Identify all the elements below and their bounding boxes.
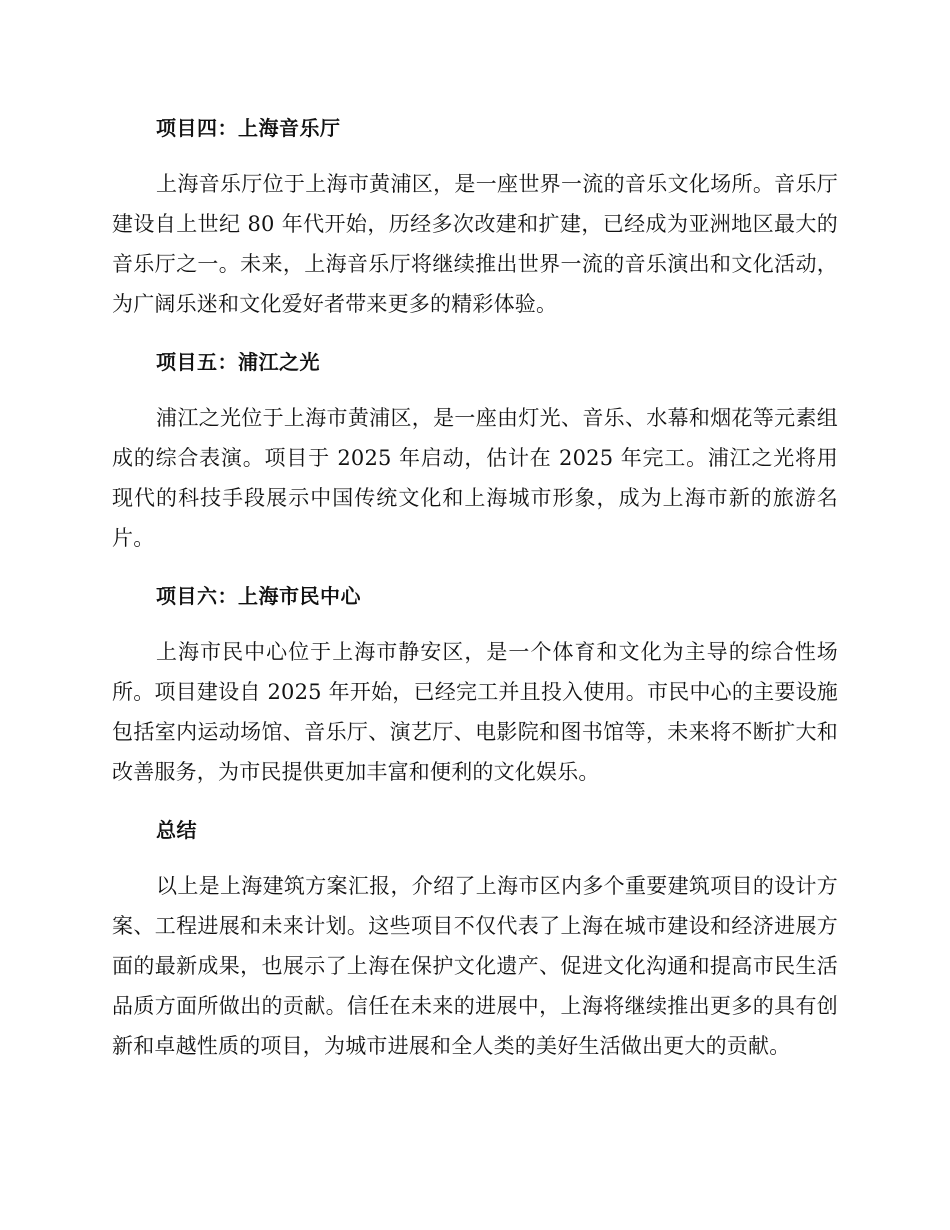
document-content [112, 108, 838, 1084]
section-project-5 [112, 342, 838, 558]
section-paragraph: 上海市民中心位于上海市静安区，是一个体育和文化为主导的综合性场所。项目建设自 2025 年开始，已经完工并且投入使用。市民中心的主要设施包括室内运动场馆、音乐厅、演艺厅、电影院和图书馆等，未来将不断扩大和改善服务，为市民提供更加丰富和便利的文化娱乐。 [112, 640, 838, 784]
section-heading: 项目五：浦江之光 [156, 350, 320, 374]
section-summary [112, 810, 838, 1066]
section-project-6 [112, 576, 838, 792]
section-heading: 项目四：上海音乐厅 [156, 116, 341, 140]
section-paragraph: 上海音乐厅位于上海市黄浦区，是一座世界一流的音乐文化场所。音乐厅建设自上世纪 80 年代开始，历经多次改建和扩建，已经成为亚洲地区最大的音乐厅之一。未来，上海音乐厅将继续推出世界一流的音乐演出和文化活动，为广阔乐迷和文化爱好者带来更多的精彩体验。 [112, 172, 838, 316]
section-heading: 总结 [156, 818, 197, 842]
section-project-4 [112, 108, 838, 324]
section-paragraph: 以上是上海建筑方案汇报，介绍了上海市区内多个重要建筑项目的设计方案、工程进展和未来计划。这些项目不仅代表了上海在城市建设和经济进展方面的最新成果，也展示了上海在保护文化遗产、促进文化沟通和提高市民生活品质方面所做出的贡献。信任在未来的进展中，上海将继续推出更多的具有创新和卓越性质的项目，为城市进展和全人类的美好生活做出更大的贡献。 [112, 874, 838, 1058]
section-heading: 项目六：上海市民中心 [156, 584, 361, 608]
section-paragraph: 浦江之光位于上海市黄浦区，是一座由灯光、音乐、水幕和烟花等元素组成的综合表演。项目于 2025 年启动，估计在 2025 年完工。浦江之光将用现代的科技手段展示中国传统文化和上海城市形象，成为上海市新的旅游名片。 [112, 406, 838, 550]
